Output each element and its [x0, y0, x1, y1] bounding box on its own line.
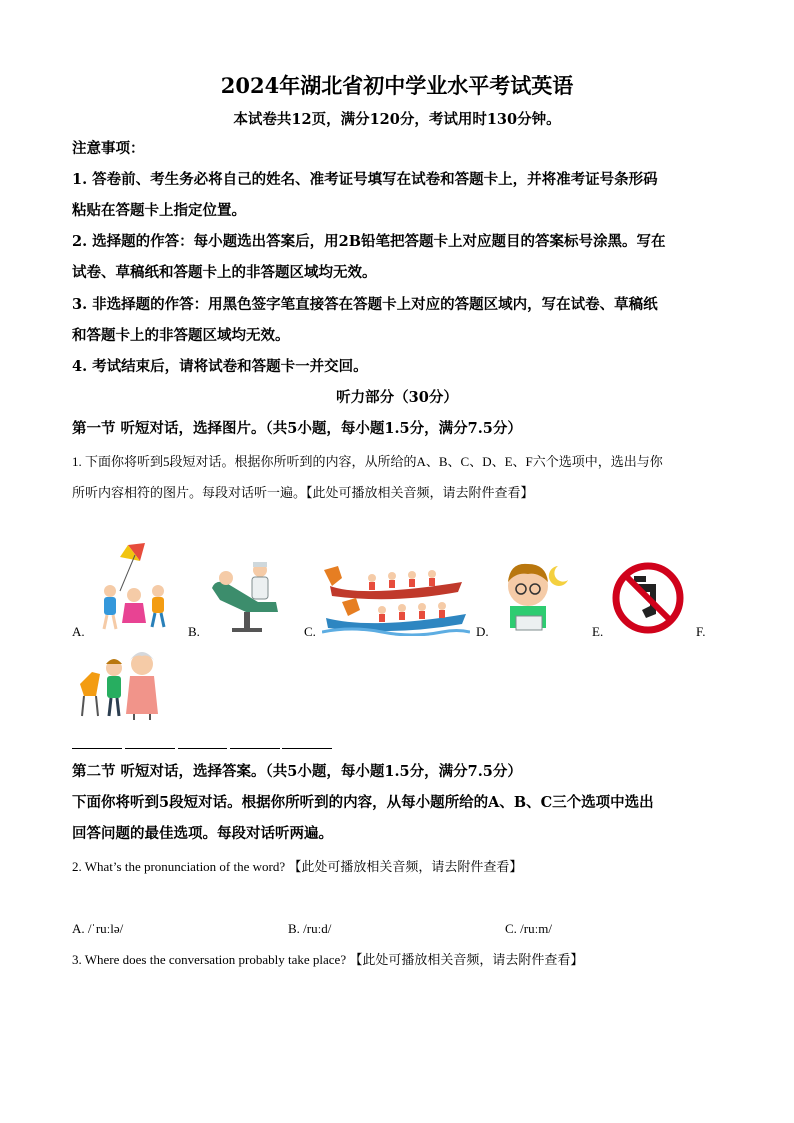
- answer-blank-1[interactable]: [72, 748, 122, 749]
- note-line-5: 3. 非选择题的作答：用黑色签字笔直接答在答题卡上对应的答题区域内，写在试卷、草稿纸: [72, 296, 658, 313]
- no-smoking-sign-icon: [612, 562, 684, 634]
- page-subtitle: 本试卷共12页，满分120分，考试用时130分钟。: [233, 111, 561, 128]
- answer-blank-3[interactable]: [178, 748, 227, 749]
- kite-children-icon: [90, 543, 180, 633]
- note-line-7: 4. 考试结束后，请将试卷和答题卡一并交回。: [72, 358, 368, 375]
- section2-instruction-2: 回答问题的最佳选项。每段对话听两遍。: [72, 825, 333, 842]
- note-line-1: 1. 答卷前、考生务必将自己的姓名、准考证号填写在试卷和答题卡上，并将准考证号条形码: [72, 171, 658, 188]
- notes-heading: 注意事项：: [72, 140, 145, 157]
- note-line-3: 2. 选择题的作答：每小题选出答案后，用2B铅笔把答题卡上对应题目的答案标号涂黑。写在: [72, 233, 666, 250]
- section2-heading: 第二节 听短对话，选择答案。（共5小题，每小题1.5分，满分7.5分）: [72, 763, 522, 780]
- question-2-option-c[interactable]: C. /ruːm/: [505, 921, 552, 936]
- helping-elderly-icon: [76, 644, 166, 722]
- answer-blank-4[interactable]: [230, 748, 280, 749]
- note-line-6: 和答题卡上的非答题区域均无效。: [72, 327, 290, 344]
- option-b-label: B.: [188, 624, 200, 639]
- student-reading-icon: [494, 556, 576, 636]
- answer-blank-5[interactable]: [282, 748, 332, 749]
- note-line-4: 试卷、草稿纸和答题卡上的非答题区域均无效。: [72, 264, 377, 281]
- option-d-label: D.: [476, 624, 489, 639]
- question-2-option-b[interactable]: B. /ruːd/: [288, 921, 332, 936]
- dragon-boat-icon: [322, 556, 470, 636]
- section1-instruction-2: 所听内容相符的图片。每段对话听一遍。【此处可播放相关音频，请去附件查看】: [72, 485, 534, 500]
- section1-instruction-1: 1. 下面你将听到5段短对话。根据你所听到的内容，从所给的A、B、C、D、E、F六个选项中，选出与你: [72, 454, 663, 469]
- question-2: 2. What’s the pronunciation of the word? 【此处可播放相关音频，请去附件查看】: [72, 859, 523, 874]
- option-e-label: E.: [592, 624, 604, 639]
- option-a-label: A.: [72, 624, 85, 639]
- question-3: 3. Where does the conversation probably take place? 【此处可播放相关音频，请去附件查看】: [72, 952, 584, 967]
- section2-instruction-1: 下面你将听到5段短对话。根据你所听到的内容，从每小题所给的A、B、C三个选项中选出: [72, 794, 654, 811]
- page-title: 2024年湖北省初中学业水平考试英语: [220, 73, 574, 98]
- listening-part-title: 听力部分（30分）: [336, 389, 458, 406]
- question-2-option-a[interactable]: A. /ˈruːlə/: [72, 921, 124, 936]
- dentist-icon: [206, 560, 288, 635]
- option-c-label: C.: [304, 624, 316, 639]
- answer-blank-2[interactable]: [125, 748, 175, 749]
- option-f-label: F.: [696, 624, 706, 639]
- section1-heading: 第一节 听短对话，选择图片。（共5小题，每小题1.5分，满分7.5分）: [72, 420, 522, 437]
- note-line-2: 粘贴在答题卡上指定位置。: [72, 202, 246, 219]
